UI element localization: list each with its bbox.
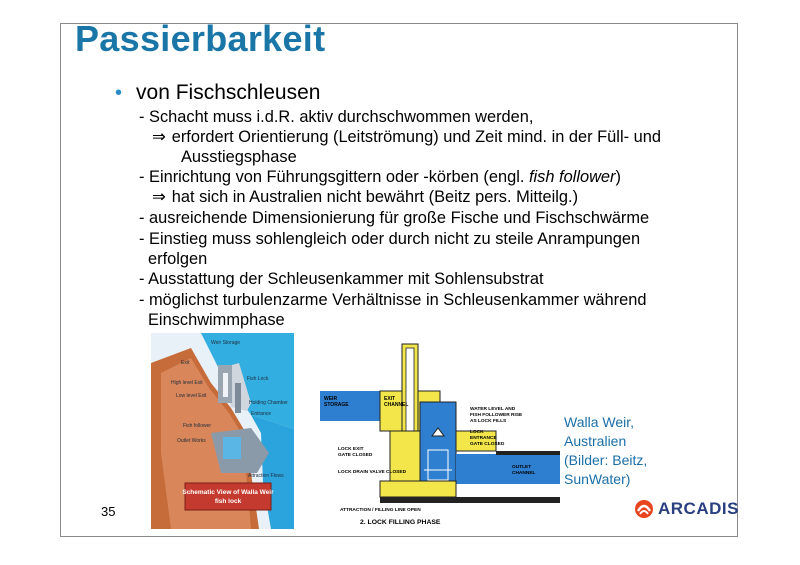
fig1-label-fish-lock: Fish Lock: [247, 376, 269, 382]
fig2-label-gate-closed-2: GATE CLOSED: [338, 453, 373, 458]
text-line-5: [152, 187, 578, 207]
fig1-label-high-level-exit: High level Exit: [171, 380, 203, 386]
text-line-4-end: ): [615, 168, 621, 186]
fig2-label-water-level: WATER LEVEL AND: [470, 407, 516, 412]
page-number: 35: [101, 504, 116, 519]
fig1-label-entrance: Entrance: [251, 411, 272, 417]
implies-arrow-icon: ⇒: [152, 128, 166, 146]
text-line-2: [152, 127, 661, 147]
fig1-caption-line-1: Schematic View of Walla Weir: [182, 489, 274, 496]
text-line-1: - Schacht muss i.d.R. aktiv durchschwommen werden,: [139, 108, 534, 126]
fig2-label-weir: WEIR: [324, 396, 338, 402]
fig2-label-fish-follower-rise: FISH FOLLOWER RISE: [470, 413, 523, 418]
walla-weir-schematic-figure: [151, 333, 294, 529]
text-line-7: - Einstieg muss sohlengleich oder durch nicht zu steile Anrampungen: [139, 230, 641, 248]
fig2-label-attraction-line: ATTRACTION / FILLING LINE OPEN: [340, 508, 421, 513]
text-line-4: [139, 167, 621, 187]
text-line-6: - ausreichende Dimensionierung für große Fische und Fischschwärme: [139, 209, 650, 227]
fig1-label-low-level-exit: Low level Exit: [176, 393, 207, 399]
text-line-10: - möglichst turbulenzarme Verhältnisse in Schleusenkammer während: [139, 291, 647, 309]
lock-filling-phase-drawing: [320, 340, 563, 530]
text-line-2-content: erfordert Orientierung (Leitströmung) und Zeit mind. in der Füll- und: [171, 128, 661, 146]
slide-title: Passierbarkeit: [75, 18, 326, 59]
lock-filling-phase-figure: [320, 340, 563, 530]
text-line-8: erfolgen: [148, 250, 208, 268]
fig1-label-holding-chamber: Holding Chamber: [249, 400, 288, 406]
text-line-9: - Ausstattung der Schleusenkammer mit Sohlensubstrat: [139, 270, 544, 288]
fig1-label-outlet-works: Outlet Works: [177, 438, 206, 444]
fig1-label-attraction-flows: Attraction Flows: [248, 473, 284, 479]
fig1-label-exit: Exit: [181, 360, 190, 366]
fig1-label-weir-storage: Weir Storage: [211, 340, 241, 346]
text-line-4-content: - Einrichtung von Führungsgittern oder -körben (engl.: [139, 168, 529, 186]
fig2-label-outlet-channel: CHANNEL: [512, 471, 536, 476]
arcadis-logo: [634, 498, 739, 520]
fig2-label-exit-channel: CHANNEL: [384, 402, 409, 408]
text-line-3: Ausstiegsphase: [181, 148, 297, 166]
fig2-label-lock: LOCK: [470, 430, 484, 435]
arcadis-logo-text: ARCADIS: [658, 499, 739, 518]
main-bullet: [115, 81, 320, 105]
fig1-caption-line-2: fish lock: [214, 498, 242, 505]
caption-line-3: (Bilder: Beitz,: [564, 452, 648, 468]
bullet-dot-icon: •: [115, 82, 123, 104]
text-line-5-content: hat sich in Australien nicht bewährt (Beitz pers. Mitteilg.): [171, 188, 579, 206]
fig2-label-outlet: OUTLET: [512, 465, 532, 470]
main-bullet-text: von Fischschleusen: [136, 81, 321, 104]
arcadis-logo-icon: [634, 499, 654, 519]
text-line-11: Einschwimmphase: [148, 311, 285, 329]
image-caption: [564, 413, 647, 489]
caption-line-4: SunWater): [564, 471, 631, 487]
fig2-label-lock-exit: LOCK EXIT: [338, 447, 364, 452]
fig2-label-exit: EXIT: [384, 396, 396, 402]
fig2-label-as-lock-fills: AS LOCK FILLS: [470, 419, 507, 424]
fig2-title: 2. LOCK FILLING PHASE: [360, 519, 441, 526]
fish-follower-term: fish follower: [528, 168, 616, 186]
fig2-label-entrance: ENTRANCE: [470, 436, 497, 441]
fig2-label-storage: STORAGE: [324, 402, 349, 408]
implies-arrow-icon: ⇒: [152, 188, 166, 206]
caption-line-2: Australien: [564, 433, 627, 449]
caption-line-1: Walla Weir,: [564, 414, 635, 430]
fig1-label-fish-follower: Fish follower: [183, 423, 212, 429]
walla-weir-schematic-drawing: [151, 333, 294, 529]
fig2-label-lock-drain-valve: LOCK DRAIN VALVE CLOSED: [338, 470, 407, 475]
fig2-label-gate-closed-1: GATE CLOSED: [470, 442, 505, 447]
